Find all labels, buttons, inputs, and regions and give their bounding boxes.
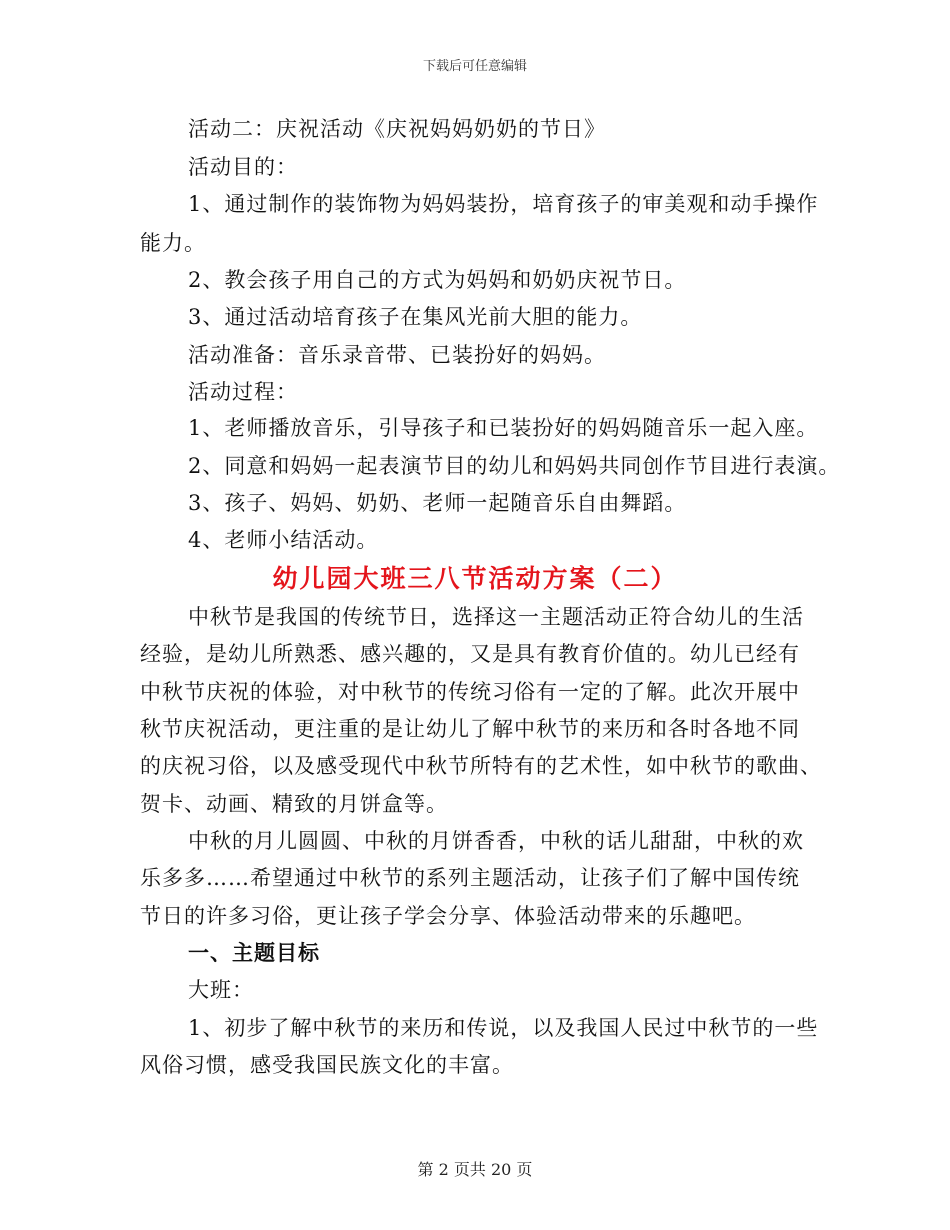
paragraph-line: 3、孩子、妈妈、奶奶、老师一起随音乐自由舞蹈。 [188,491,687,515]
paragraph-line: 乐多多……希望通过中秋节的系列主题活动，让孩子们了解中国传统 [140,866,800,890]
paragraph-line: 秋节庆祝活动，更注重的是让幼儿了解中秋节的来历和各时各地不同 [140,717,800,741]
paragraph-line: 的庆祝习俗，以及感受现代中秋节所特有的艺术性，如中秋节的歌曲、 [140,754,822,778]
activity-title: 活动二：庆祝活动《庆祝妈妈奶奶的节日》 [188,117,606,141]
paragraph-line: 1、通过制作的装饰物为妈妈装扮，培育孩子的审美观和动手操作 [188,192,819,216]
page-number: 第 2 页共 20 页 [417,1160,533,1179]
section-heading: 幼儿园大班三八节活动方案（二） [272,564,678,593]
paragraph-line: 2、教会孩子用自己的方式为妈妈和奶奶庆祝节日。 [188,268,687,292]
paragraph-line: 中秋节是我国的传统节日，选择这一主题活动正符合幼儿的生活 [188,605,804,629]
paragraph-line: 活动过程： [188,380,298,404]
paragraph-line: 3、通过活动培育孩子在集风光前大胆的能力。 [188,305,643,329]
paragraph-line: 4、老师小结活动。 [188,528,379,552]
subheading: 一、主题目标 [188,941,320,965]
paragraph-line: 2、同意和妈妈一起表演节目的幼儿和妈妈共同创作节目进行表演。 [188,454,841,478]
paragraph-line: 节日的许多习俗，更让孩子学会分享、体验活动带来的乐趣吧。 [140,904,756,928]
paragraph-line: 1、初步了解中秋节的来历和传说，以及我国人民过中秋节的一些 [188,1016,819,1040]
paragraph-line: 中秋节庆祝的体验，对中秋节的传统习俗有一定的了解。此次开展中 [140,680,800,704]
paragraph-line: 大班： [188,978,254,1002]
paragraph-line: 1、老师播放音乐，引导孩子和已装扮好的妈妈随音乐一起入座。 [188,416,819,440]
paragraph-line: 能力。 [140,231,206,255]
paragraph-line: 活动目的： [188,155,298,179]
page-header: 下载后可任意编辑 [422,59,527,74]
paragraph-line: 经验，是幼儿所熟悉、感兴趣的，又是具有教育价值的。幼儿已经有 [140,642,800,666]
paragraph-line: 中秋的月儿圆圆、中秋的月饼香香，中秋的话儿甜甜，中秋的欢 [188,829,804,853]
paragraph-line: 活动准备：音乐录音带、已装扮好的妈妈。 [188,343,606,367]
paragraph-line: 贺卡、动画、精致的月饼盒等。 [140,792,448,816]
paragraph-line: 风俗习惯，感受我国民族文化的丰富。 [140,1053,514,1077]
